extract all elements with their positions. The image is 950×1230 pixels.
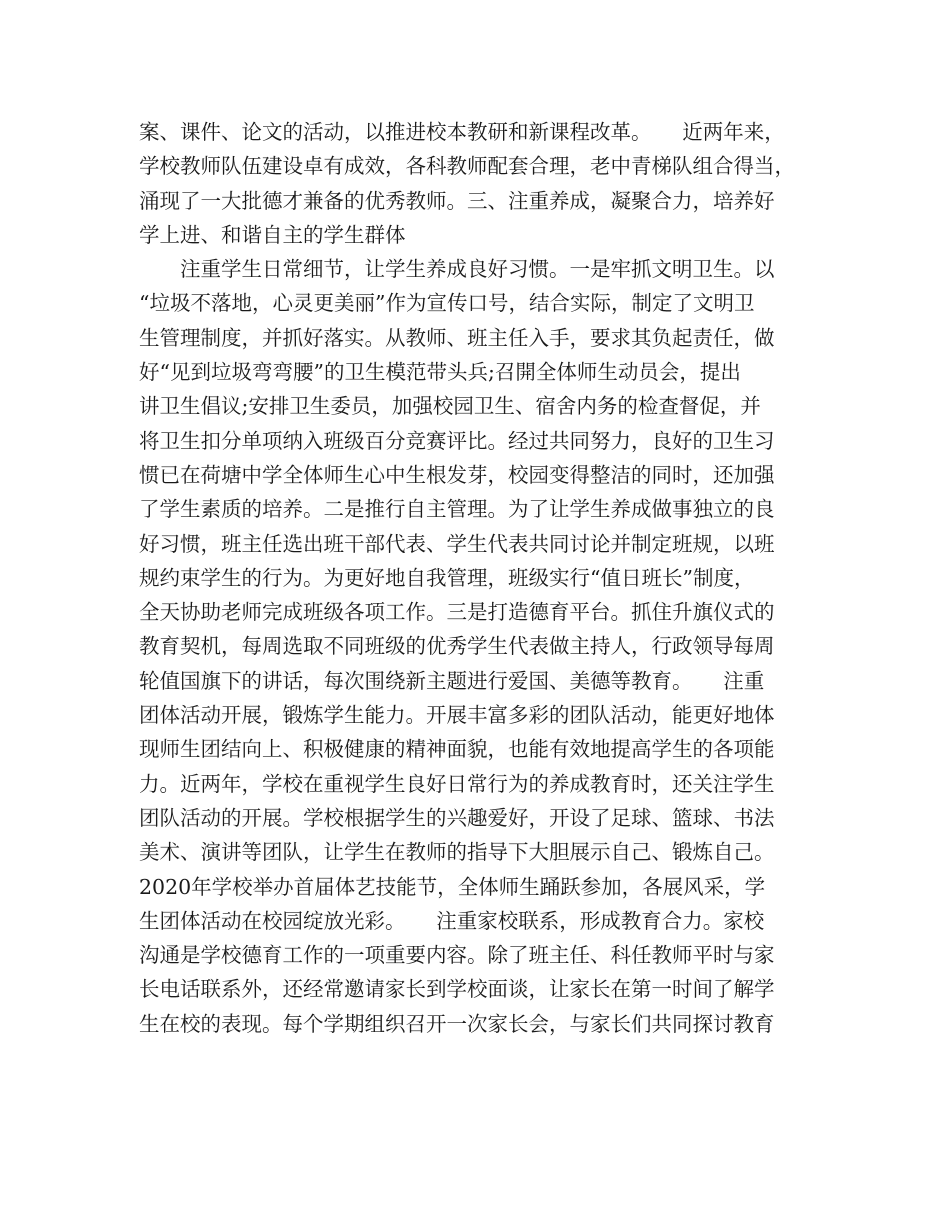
- body-text: [139, 115, 839, 1041]
- text-line: 轮值国旗下的讲话，每次围绕新主题进行爱国、美德等教育。 注重: [139, 668, 765, 693]
- text-line: 好习惯，班主任选出班干部代表、学生代表共同讨论并制定班规，以班: [139, 531, 775, 556]
- text-line: 沟通是学校德育工作的一项重要内容。除了班主任、科任教师平时与家: [139, 943, 775, 968]
- text-line: “垃圾不落地，心灵更美丽”作为宣传口号，结合实际，制定了文明卫: [139, 291, 755, 316]
- text-line: 案、课件、论文的活动，以推进校本教研和新课程改革。 近两年来，: [139, 120, 785, 144]
- text-line: 力。近两年，学校在重视学生良好日常行为的养成教育时，还关注学生: [139, 771, 775, 796]
- text-line: 生管理制度，并抓好落实。从教师、班主任入手，要求其负起责任，做: [139, 325, 775, 350]
- text-line: 教育契机，每周选取不同班级的优秀学生代表做主持人，行政领导每周: [139, 634, 775, 659]
- text-line: 团队活动的开展。学校根据学生的兴趣爱好，开设了足球、篮球、书法: [139, 805, 775, 830]
- text-line: 生团体活动在校园绽放光彩。 注重家校联系，形成教育合力。家校: [139, 908, 765, 933]
- text-line: 涌现了一大批德才兼备的优秀教师。三、注重养成，凝聚合力，培养好: [139, 188, 775, 213]
- text-line: 现师生团结向上、积极健康的精神面貌，也能有效地提高学生的各项能: [139, 737, 775, 762]
- text-line: 惯已在荷塘中学全体师生心中生根发芽，校园变得整洁的同时，还加强: [139, 462, 775, 487]
- text-line: 2020年学校举办首届体艺技能节，全体师生踊跃参加，各展风采，学: [139, 874, 766, 899]
- text-line: 团体活动开展，锻炼学生能力。开展丰富多彩的团队活动，能更好地体: [139, 703, 775, 728]
- text-line: 长电话联系外，还经常邀请家长到学校面谈，让家长在第一时间了解学: [139, 977, 775, 1002]
- text-line: 好“见到垃圾弯弯腰”的卫生模范带头兵;召開全体师生动员会，提出: [139, 360, 741, 385]
- text-line: 规约束学生的行为。为更好地自我管理，班级实行“值日班长”制度，: [139, 565, 755, 590]
- text-line: 生在校的表现。每个学期组织召开一次家长会，与家长们共同探讨教育: [139, 1011, 775, 1036]
- text-line: 学上进、和谐自主的学生群体: [139, 222, 406, 247]
- text-line: 注重学生日常细节，让学生养成良好习惯。一是牢抓文明卫生。以: [139, 257, 775, 282]
- text-line: 了学生素质的培养。二是推行自主管理。为了让学生养成做事独立的良: [139, 497, 775, 522]
- text-line: 学校教师队伍建设卓有成效，各科教师配套合理，老中青梯队组合得当，: [139, 154, 795, 179]
- text-line: 美术、演讲等团队，让学生在教师的指导下大胆展示自己、锻炼自己。: [139, 840, 775, 865]
- text-line: 讲卫生倡议;安排卫生委员，加强校园卫生、宿舍内务的检查督促，并: [139, 394, 761, 419]
- text-line: 将卫生扣分单项纳入班级百分竞赛评比。经过共同努力，良好的卫生习: [139, 428, 775, 453]
- text-line: 全天协助老师完成班级各项工作。三是打造德育平台。抓住升旗仪式的: [139, 600, 775, 625]
